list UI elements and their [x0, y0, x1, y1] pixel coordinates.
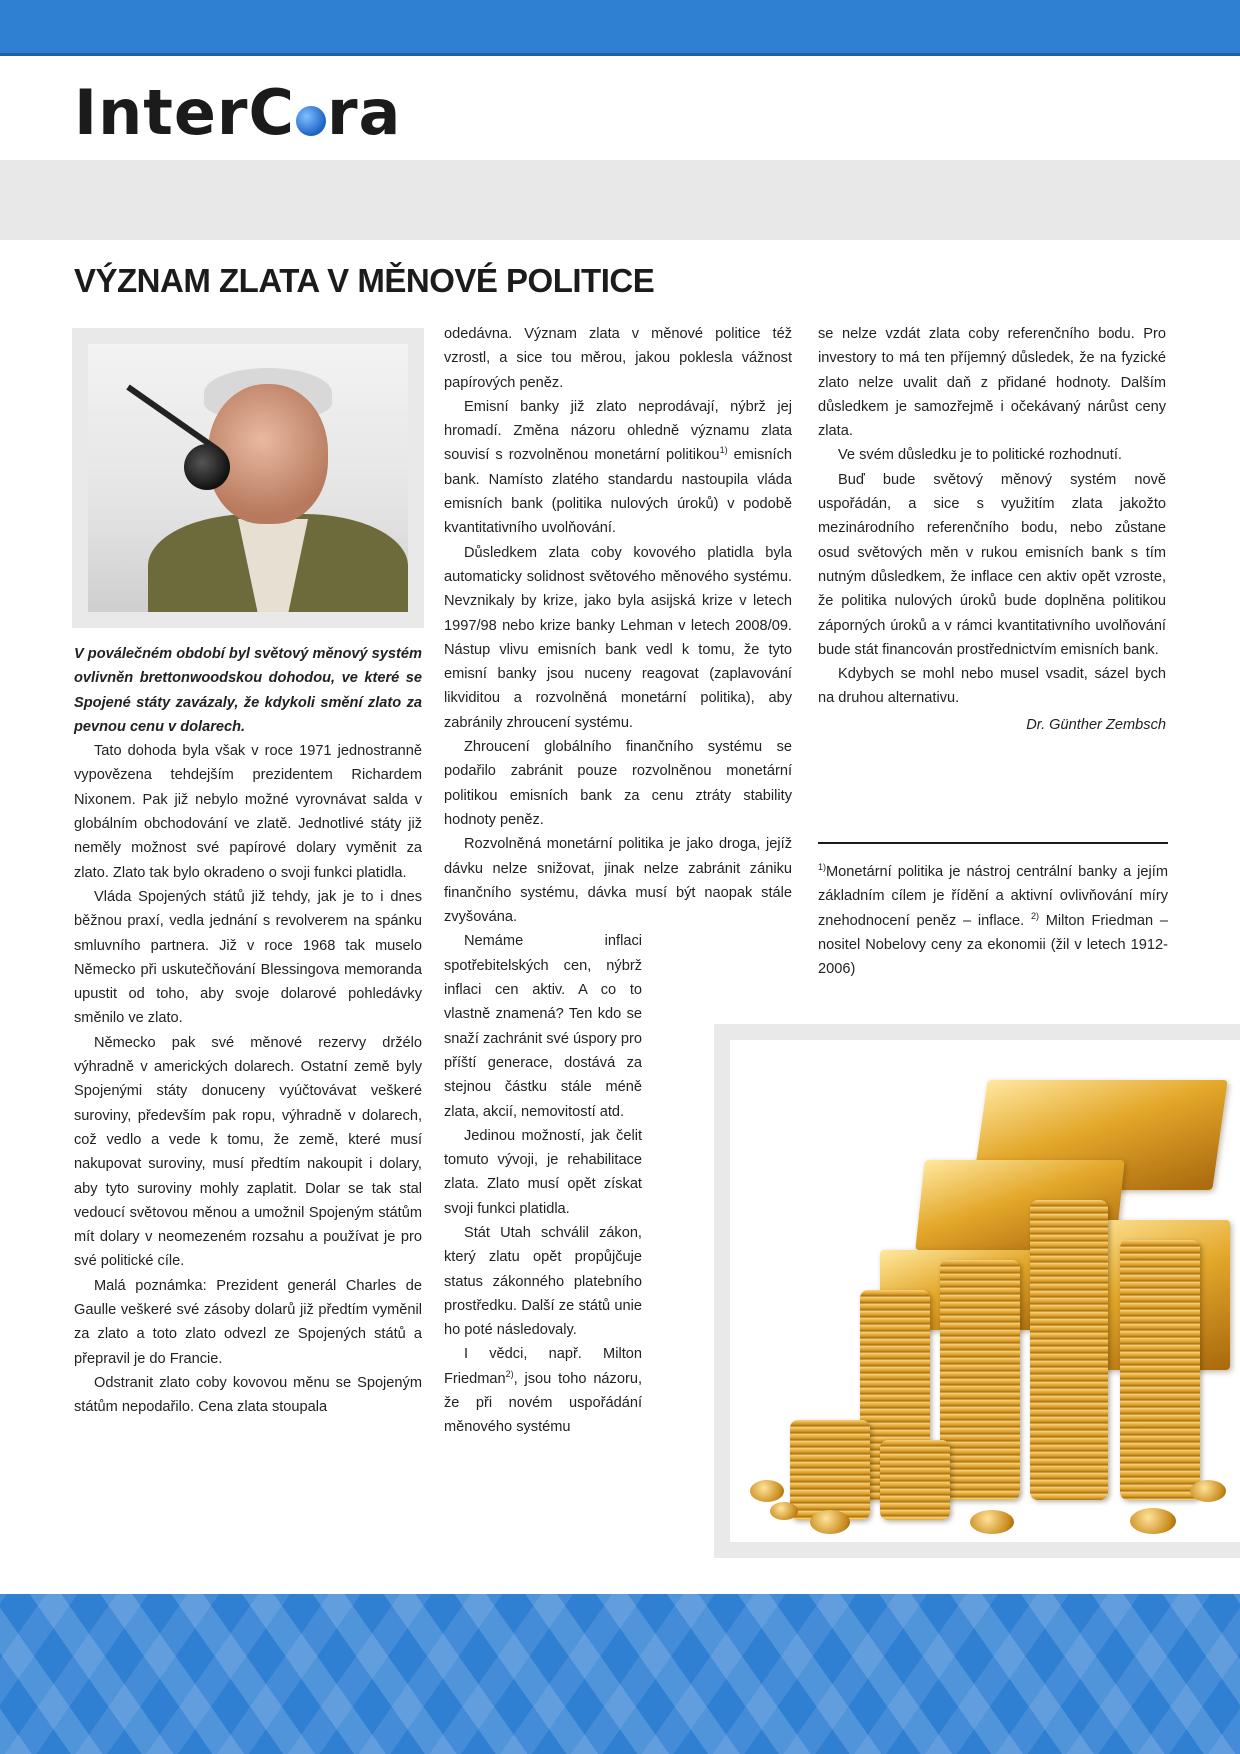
paragraph — [444, 1342, 642, 1439]
gold-photo — [714, 1024, 1240, 1558]
paragraph: se nelze vzdát zlata coby referenčního bodu. Pro investory to má ten příjemný důsledek, že na fyzické zlato nelze uvalit daň z přidané hodnoty. Dalším důsledkem je samozřejmě i očekávaný nárůst ceny zlata. — [818, 326, 1166, 440]
brand-name-start: InterC — [74, 76, 295, 149]
globe-icon — [296, 106, 326, 136]
gold-coin — [1190, 1480, 1226, 1502]
coin-stack — [880, 1440, 950, 1520]
paragraph: Malá poznámka: Prezident generál Charles de Gaulle veškeré své zásoby dolarů již předtím vyměnil za zlato a toto zlato odvezl ze Spojených států a přepravil je do Francie. — [74, 1277, 422, 1367]
paragraph-text: emisních bank. Namísto zlatého standardu nastoupila vláda emisních bank (politika nulových úroků) v podobě kvantitativního uvolňování. — [444, 447, 793, 537]
text-column-1 — [74, 642, 422, 1420]
paragraph-text: , jsou toho názoru, že při novém uspořádání měnového systému — [444, 1370, 642, 1436]
footnote-2-text: Milton Friedman – nositel Nobelovy ceny za ekonomii (žil v letech 1912-2006) — [818, 912, 1168, 978]
top-color-bar — [0, 0, 1240, 56]
footnotes — [818, 860, 1168, 981]
paragraph: Důsledkem zlata coby kovového platidla byla automaticky solidnost světového měnového systému. Nevznikaly by krize, jako byla asijská krize v letech 1997/98 nebo krize banky Lehman v letech 2008/09. Nástup vlivu emisních bank vedl k tomu, že tyto emisní banky jsou nuceny reagovat (zaplavování likviditou a rozvolněná monetární politika), aby zabránily zhroucení systému. — [444, 544, 792, 731]
gold-coin — [770, 1502, 798, 1520]
gold-coin — [810, 1510, 850, 1534]
author-photo — [72, 328, 424, 628]
paragraph: Vláda Spojených států již tehdy, jak je to i dnes běžnou praxí, vedla jednání s revolverem na spánku smluvního partnera. Již v roce 1968 tak muselo Německo při uskutečňování Blessingova memoranda upustit od toho, aby svoje dolarové pohledávky směnilo ve zlato. — [74, 888, 422, 1027]
paragraph: Odstranit zlato coby kovovou měnu se Spojeným státům nepodařilo. Cena zlata stoupala — [74, 1374, 422, 1416]
paragraph — [444, 395, 792, 541]
paragraph: Jedinou možností, jak čelit tomuto vývoji, je rehabilitace zlata. Zlato musí opět získat svoji funkci platidla. — [444, 1127, 642, 1217]
footnote-ref-1[interactable]: 1) — [719, 445, 728, 456]
paragraph: odedávna. Význam zlata v měnové politice též vzrostl, a sice tou měrou, jakou poklesla vážnost papírových peněz. — [444, 326, 792, 391]
paragraph: Stát Utah schválil zákon, který zlatu opět propůjčuje status zákonného platebního prostředku. Další ze států unie ho poté následovaly. — [444, 1224, 642, 1339]
header-grey-band — [0, 160, 1240, 240]
article-lead: V poválečném období byl světový měnový systém ovlivněn brettonwoodskou dohodou, ve které se Spojené státy zavázaly, že kdykoli smění zlato za pevnou cenu v dolarech. — [74, 646, 422, 735]
text-column-3 — [818, 322, 1166, 737]
paragraph: Nemáme inflaci spotřebitelských cen, nýbrž inflaci cen aktiv. A co to vlastně znamená? Ten kdo se snaží zachránit své úspory pro příští generace, dostává za stejnou částku stále méně zlata, akcií, nemovitostí atd. — [444, 933, 642, 1120]
gold-coin — [750, 1480, 784, 1502]
bottom-pattern-band — [0, 1594, 1240, 1754]
paragraph-text: I vědci, např. Milton Friedman — [444, 1346, 642, 1387]
article-title: VÝZNAM ZLATA V MĚNOVÉ POLITICE — [74, 262, 655, 299]
paragraph: Rozvolněná monetární politika je jako droga, jejíž dávku nelze snižovat, jinak nelze zabránit zániku finančního systému, dávka musí být naopak stále zvyšována. — [444, 836, 792, 926]
gold-coin — [1130, 1508, 1176, 1534]
paragraph: Zhroucení globálního finančního systému se podařilo zabránit pouze rozvolněnou monetární politikou emisních bank za cenu ztráty stability hodnoty peněz. — [444, 739, 792, 828]
coin-stack — [790, 1420, 870, 1520]
coin-stack — [1030, 1200, 1108, 1500]
paragraph: Ve svém důsledku je to politické rozhodnutí. — [838, 447, 1122, 464]
gold-image — [730, 1040, 1240, 1542]
brand-logo — [74, 78, 401, 148]
footnote-divider — [818, 842, 1168, 844]
paragraph: Tato dohoda byla však v roce 1971 jednostranně vypovězena tehdejším prezidentem Richardem Nixonem. Pak již nebylo možné vyrovnávat salda v globálním obchodování ve zlatě. Jednotlivé státy již neměly možnost své papírové dolary vyměnit za zlato. Zlato tak bylo okradeno o svoji funkci platidla. — [74, 743, 422, 881]
article-author: Dr. Günther Zembsch — [1026, 716, 1166, 733]
portrait-image — [88, 344, 408, 612]
paragraph: Buď bude světový měnový systém nově uspořádán, a sice s využitím zlata jakožto mezinárodního referenčního bodu, nebo zůstane osud světových měn v rukou emisních bank s tím nutným důsledkem, že inflace cen aktiv opět vzroste, že politika nulových úroků bude doplněna politikou záporných úroků a v rámci kvantitativního uvolňování bude stát financován prostřednictvím emisních bank. — [818, 471, 1166, 658]
brand-name-end: ra — [326, 76, 402, 149]
coin-stack — [1120, 1240, 1200, 1500]
microphone-icon — [184, 444, 230, 490]
paragraph-text: Emisní banky již zlato neprodávají, nýbrž jej hromadí. Změna názoru ohledně významu zlata souvisí s rozvolněnou monetární politikou — [444, 398, 792, 464]
footnote-1-marker: 1) — [818, 862, 827, 873]
coin-stack — [940, 1260, 1020, 1500]
paragraph: Německo pak své měnové rezervy držélo výhradně v amerických dolarech. Ostatní země byly Spojenými státy donuceny vyúčtovávat veškeré suroviny, především pak ropu, výhradně v dolarech, což vedlo a vede k tomu, že země, které musí nakupovat suroviny, musí předtím nakoupit i dolary, aby tyto suroviny mohly zaplatit. Dolar se tak stal vedoucí světovou měnou a umožnil Spojeným státům mít dolary v neomezeném rozsahu a používat je pro své politické cíle. — [74, 1034, 422, 1270]
gold-coin — [970, 1510, 1014, 1534]
footnote-ref-2[interactable]: 2) — [505, 1368, 514, 1379]
paragraph: Kdybych se mohl nebo musel vsadit, sázel bych na druhou alternativu. — [818, 666, 1166, 707]
footnote-2-marker: 2) — [1030, 910, 1039, 921]
brand-name — [74, 76, 402, 149]
footnote-1-text: Monetární politika je nástroj centrální banky a jejím základním cílem je řídění a aktivní ovlivňování míry znehodnocení peněz – inflace. — [818, 864, 1168, 929]
footnote-1 — [818, 860, 1168, 981]
